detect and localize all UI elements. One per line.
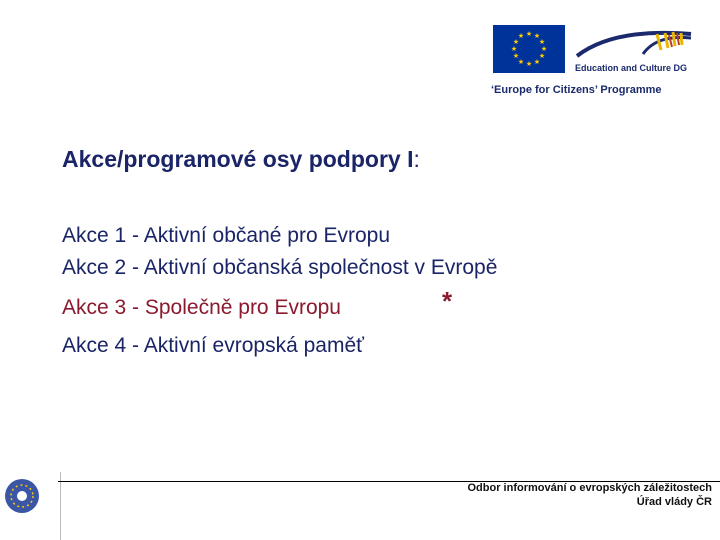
svg-text:★: ★ bbox=[512, 53, 520, 60]
slide-title bbox=[62, 146, 420, 173]
footer-line-1: Odbor informování o evropských záležitostech bbox=[467, 482, 712, 494]
title-colon: : bbox=[413, 146, 420, 172]
eu-circle-emblem-icon bbox=[4, 478, 40, 514]
action-item-2: Akce 2 - Aktivní občanská společnost v Evropě bbox=[62, 256, 498, 279]
action-item-4: Akce 4 - Aktivní evropská paměť bbox=[62, 334, 365, 357]
svg-text:★: ★ bbox=[525, 61, 533, 68]
programme-label: ‘Europe for Citizens’ Programme bbox=[491, 84, 662, 96]
svg-text:★: ★ bbox=[525, 31, 533, 38]
footer-office-text bbox=[468, 481, 713, 509]
footer-line-2: Úřad vlády ČR bbox=[636, 496, 712, 508]
dg-label: Education and Culture DG bbox=[575, 63, 688, 73]
svg-text:★: ★ bbox=[540, 46, 548, 53]
action-item-3: Akce 3 - Společně pro Evropu bbox=[62, 296, 341, 319]
title-text: Akce/programové osy podpory I bbox=[62, 146, 414, 172]
svg-text:★: ★ bbox=[517, 59, 525, 66]
svg-text:★: ★ bbox=[512, 39, 520, 46]
svg-text:★: ★ bbox=[538, 53, 546, 60]
svg-text:★: ★ bbox=[533, 33, 541, 40]
svg-text:★: ★ bbox=[533, 59, 541, 66]
svg-text:★: ★ bbox=[538, 39, 546, 46]
svg-text:★: ★ bbox=[517, 33, 525, 40]
eu-flag-icon bbox=[493, 25, 565, 73]
svg-text:★: ★ bbox=[510, 46, 518, 53]
action-item-1: Akce 1 - Aktivní občané pro Evropu bbox=[62, 224, 391, 247]
programme-logo bbox=[489, 22, 699, 102]
bridge-swoosh-icon bbox=[573, 26, 695, 62]
asterisk-mark: * bbox=[442, 286, 453, 316]
